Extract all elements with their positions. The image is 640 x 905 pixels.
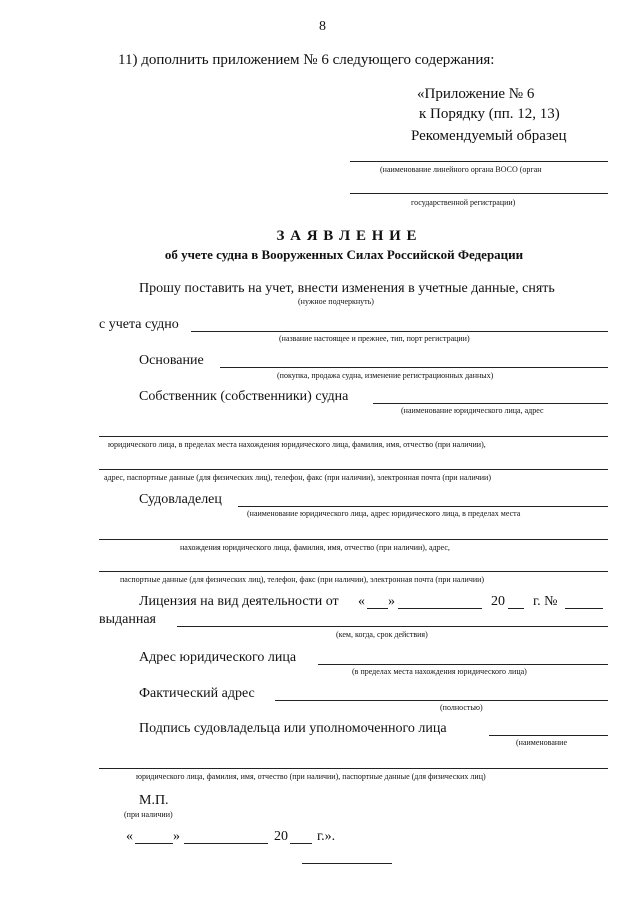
document-title: З А Я В Л Е Н И Е	[276, 228, 418, 244]
owner-line-2	[99, 436, 608, 437]
date-month-line	[184, 843, 268, 844]
owner-caption-3: адрес, паспортные данные (для физических лиц), телефон, факс (при наличии), электронная почта (при наличии)	[104, 473, 491, 482]
date-year-suffix: г.».	[317, 829, 336, 844]
basis-label: Основание	[139, 353, 204, 368]
date-open-quote: «	[126, 829, 133, 844]
license-number-label: г. №	[533, 594, 558, 609]
license-year-line	[508, 608, 524, 609]
license-label: Лицензия на вид деятельности от	[139, 594, 339, 609]
page-number: 8	[319, 19, 326, 34]
operator-line-2	[99, 539, 608, 540]
authority-caption-2: государственной регистрации)	[411, 198, 516, 207]
signature-line-1	[489, 735, 608, 736]
license-issued-line	[177, 626, 608, 627]
stamp-label: М.П.	[139, 793, 169, 808]
owner-caption-2: юридического лица, в пределах места нахождения юридического лица, фамилия, имя, отчество (при наличии),	[108, 440, 486, 449]
actual-address-label: Фактический адрес	[139, 686, 255, 701]
operator-line-3	[99, 571, 608, 572]
signature-caption-2: юридического лица, фамилия, имя, отчество (при наличии), паспортные данные (для физических лиц)	[136, 772, 486, 781]
date-close-quote: »	[173, 829, 180, 844]
operator-line-1	[238, 506, 608, 507]
signature-label: Подпись судовладельца или уполномоченного лица	[139, 721, 447, 736]
license-day-line	[367, 608, 388, 609]
vessel-line	[191, 331, 608, 332]
authority-line-1	[350, 161, 608, 162]
legal-address-label: Адрес юридического лица	[139, 650, 297, 665]
operator-caption-1: (наименование юридического лица, адрес юридического лица, в пределах места	[247, 509, 521, 518]
license-issued-label: выданная	[99, 612, 156, 627]
owner-line-3	[99, 469, 608, 470]
operator-caption-2: нахождения юридического лица, фамилия, имя, отчество (при наличии), адрес,	[180, 543, 450, 552]
legal-address-caption: (в пределах места нахождения юридического лица)	[352, 667, 527, 676]
request-text: Прошу поставить на учет, внести изменения в учетные данные, снять	[139, 281, 555, 296]
intro-text: 11) дополнить приложением № 6 следующего содержания:	[118, 52, 495, 68]
license-open-quote: «	[358, 594, 365, 609]
request-continuation: с учета судно	[99, 317, 179, 332]
legal-address-line	[318, 664, 608, 665]
operator-label: Судовладелец	[139, 492, 222, 507]
document-subtitle: об учете судна в Вооруженных Силах Российской Федерации	[164, 247, 524, 262]
owner-caption-1: (наименование юридического лица, адрес	[401, 406, 544, 415]
stamp-caption: (при наличии)	[124, 810, 173, 819]
authority-line-2	[350, 193, 608, 194]
signature-caption-1: (наименование	[516, 738, 568, 747]
appendix-line-2: к Порядку (пп. 12, 13)	[419, 106, 560, 122]
closing-separator	[302, 863, 392, 864]
request-hint: (нужное подчеркнуть)	[298, 297, 374, 306]
basis-caption: (покупка, продажа судна, изменение регистрационных данных)	[277, 371, 494, 380]
appendix-line-1: «Приложение № 6	[417, 86, 535, 102]
license-number-line	[565, 608, 603, 609]
vessel-caption: (название настоящее и прежнее, тип, порт регистрации)	[279, 334, 470, 343]
owner-line-1	[373, 403, 608, 404]
basis-line	[220, 367, 608, 368]
authority-caption-1: (наименование линейного органа ВОСО (орган	[380, 165, 542, 174]
actual-address-caption: (полностью)	[440, 703, 483, 712]
signature-line-2	[99, 768, 608, 769]
date-year-prefix: 20	[274, 829, 288, 844]
date-year-line	[290, 843, 312, 844]
date-day-line	[135, 843, 173, 844]
license-year-prefix: 20	[491, 594, 505, 609]
appendix-line-3: Рекомендуемый образец	[411, 128, 567, 144]
actual-address-line	[275, 700, 608, 701]
operator-caption-3: паспортные данные (для физических лиц), телефон, факс (при наличии), электронная почта (при наличии)	[120, 575, 485, 584]
license-issued-caption: (кем, когда, срок действия)	[336, 630, 428, 639]
license-month-line	[398, 608, 482, 609]
owner-label: Собственник (собственники) судна	[139, 389, 349, 404]
license-close-quote: »	[388, 594, 395, 609]
